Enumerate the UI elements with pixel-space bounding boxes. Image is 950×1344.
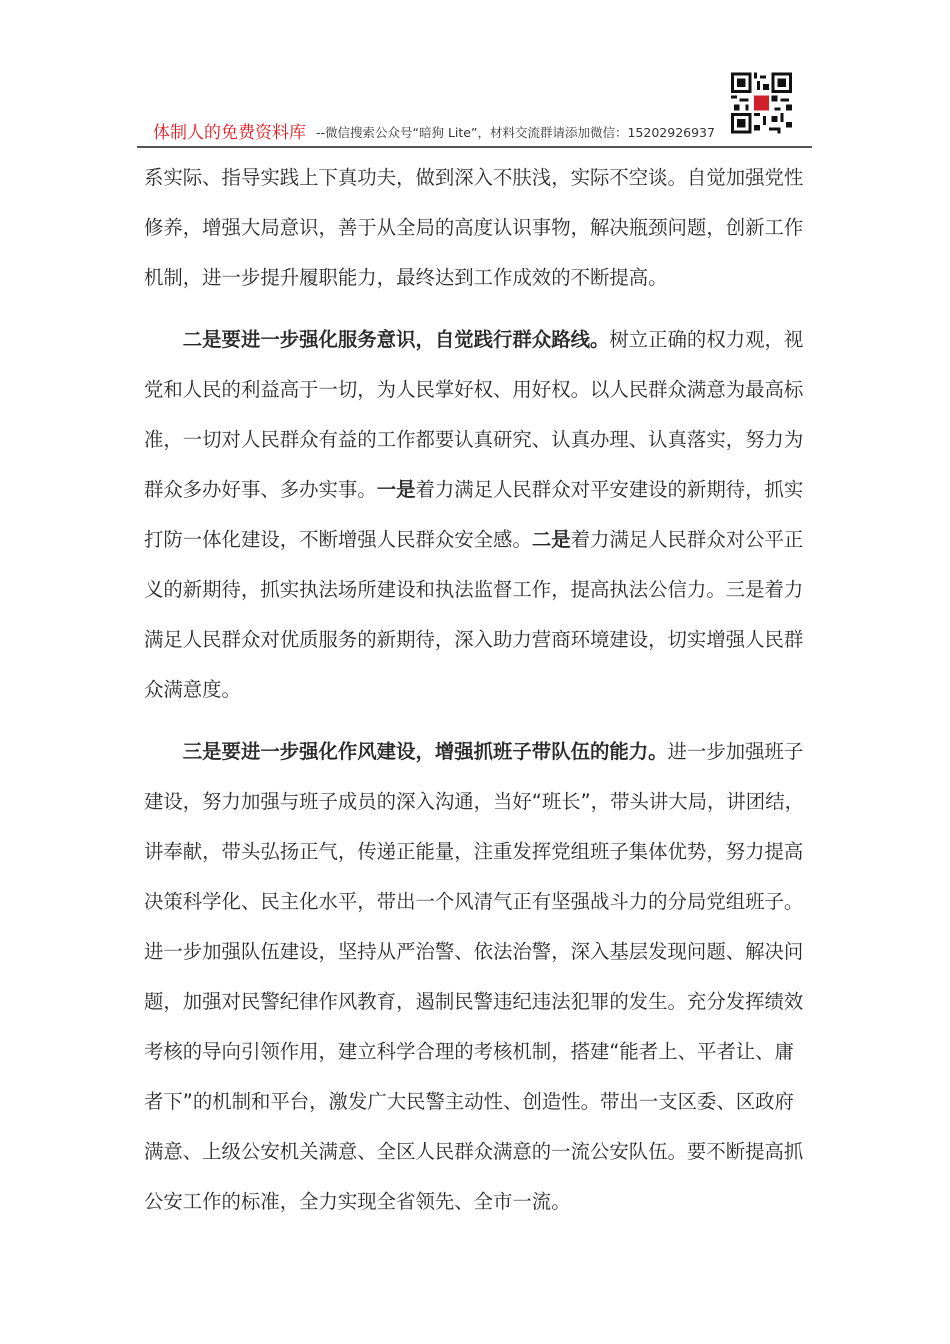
text-segment: 准，一切对人民群众有益的工作都要认真研究、认真办理、认真落实，努力为 (144, 428, 804, 451)
text-segment: 进一步加强班子 (667, 740, 804, 763)
text-segment (144, 740, 183, 763)
paragraph (144, 160, 814, 310)
bold-text: 二是 (531, 528, 571, 551)
text-segment: 讲奉献，带头弘扬正气，传递正能量，注重发挥党组班子集体优势，努力提高 (144, 840, 804, 863)
text-segment: 党和人民的利益高于一切，为人民掌好权、用好权。以人民群众满意为最高标 (144, 378, 804, 401)
text-segment: 打防一体化建设，不断增强人民群众安全感。 (144, 528, 532, 551)
text-line (144, 372, 814, 422)
text-line (144, 522, 814, 572)
text-segment: 决策科学化、民主化水平，带出一个风清气正有坚强战斗力的分局党组班子。 (144, 890, 804, 913)
text-line (144, 1134, 814, 1184)
paragraph (144, 734, 814, 1234)
brand-title: 体制人的免费资料库 (153, 123, 306, 143)
text-line (144, 210, 814, 260)
text-segment: 进一步加强队伍建设，坚持从严治警、依法治警，深入基层发现问题、解决问 (144, 940, 804, 963)
bold-text: 三是要进一步强化作风建设，增强抓班子带队伍的能力。 (182, 740, 668, 763)
text-segment: 系实际、指导实践上下真功夫，做到深入不肤浅，实际不空谈。自觉加强党性 (144, 166, 804, 189)
text-line (144, 572, 814, 622)
text-line (144, 984, 814, 1034)
document-body (144, 160, 814, 1246)
text-segment: 满意、上级公安机关满意、全区人民群众满意的一流公安队伍。要不断提高抓 (144, 1140, 804, 1163)
text-segment: 树立正确的权力观，视 (609, 328, 804, 351)
bold-text: 一是 (376, 478, 416, 501)
text-segment: 题，加强对民警纪律作风教育，遏制民警违纪违法犯罪的发生。充分发挥绩效 (144, 990, 804, 1013)
qr-code-icon (731, 72, 792, 134)
text-segment: 满足人民群众对优质服务的新期待，深入助力营商环境建设，切实增强人民群 (144, 628, 804, 651)
text-line (144, 884, 814, 934)
text-segment (144, 328, 183, 351)
text-segment: 着力满足人民群众对平安建设的新期待，抓实 (415, 478, 804, 501)
text-line (144, 672, 814, 722)
text-line (144, 1034, 814, 1084)
text-line (144, 834, 814, 884)
text-line (144, 422, 814, 472)
bold-text: 二是要进一步强化服务意识，自觉践行群众路线。 (182, 328, 610, 351)
text-line (144, 260, 814, 310)
text-segment: 公安工作的标准，全力实现全省领先、全市一流。 (144, 1190, 571, 1213)
text-segment: 机制，进一步提升履职能力，最终达到工作成效的不断提高。 (144, 266, 668, 289)
text-line (144, 734, 814, 784)
header-subtitle: --微信搜索公众号“暗狗 Lite”，材料交流群请添加微信：15202926937 (316, 125, 715, 140)
paragraph (144, 322, 814, 722)
text-segment: 群众多办好事、多办实事。 (144, 478, 377, 501)
text-line (144, 1084, 814, 1134)
text-segment: 考核的导向引领作用，建立科学合理的考核机制，搭建“能者上、平者让、庸 (144, 1040, 794, 1063)
text-segment: 着力满足人民群众对公平正 (570, 528, 804, 551)
text-segment: 建设，努力加强与班子成员的深入沟通，当好“班长”，带头讲大局，讲团结， (144, 790, 804, 813)
text-line (144, 784, 814, 834)
text-line (144, 160, 814, 210)
text-segment: 众满意度。 (144, 678, 241, 701)
text-segment: 义的新期待，抓实执法场所建设和执法监督工作，提高执法公信力。三是着力 (144, 578, 804, 601)
text-segment: 者下”的机制和平台，激发广大民警主动性、创造性。带出一支区委、区政府 (144, 1090, 794, 1113)
text-line (144, 622, 814, 672)
page-header (137, 60, 812, 148)
text-line (144, 934, 814, 984)
text-segment: 修养，增强大局意识，善于从全局的高度认识事物，解决瓶颈问题，创新工作 (144, 216, 804, 239)
text-line (144, 1184, 814, 1234)
text-line (144, 322, 814, 372)
text-line (144, 472, 814, 522)
